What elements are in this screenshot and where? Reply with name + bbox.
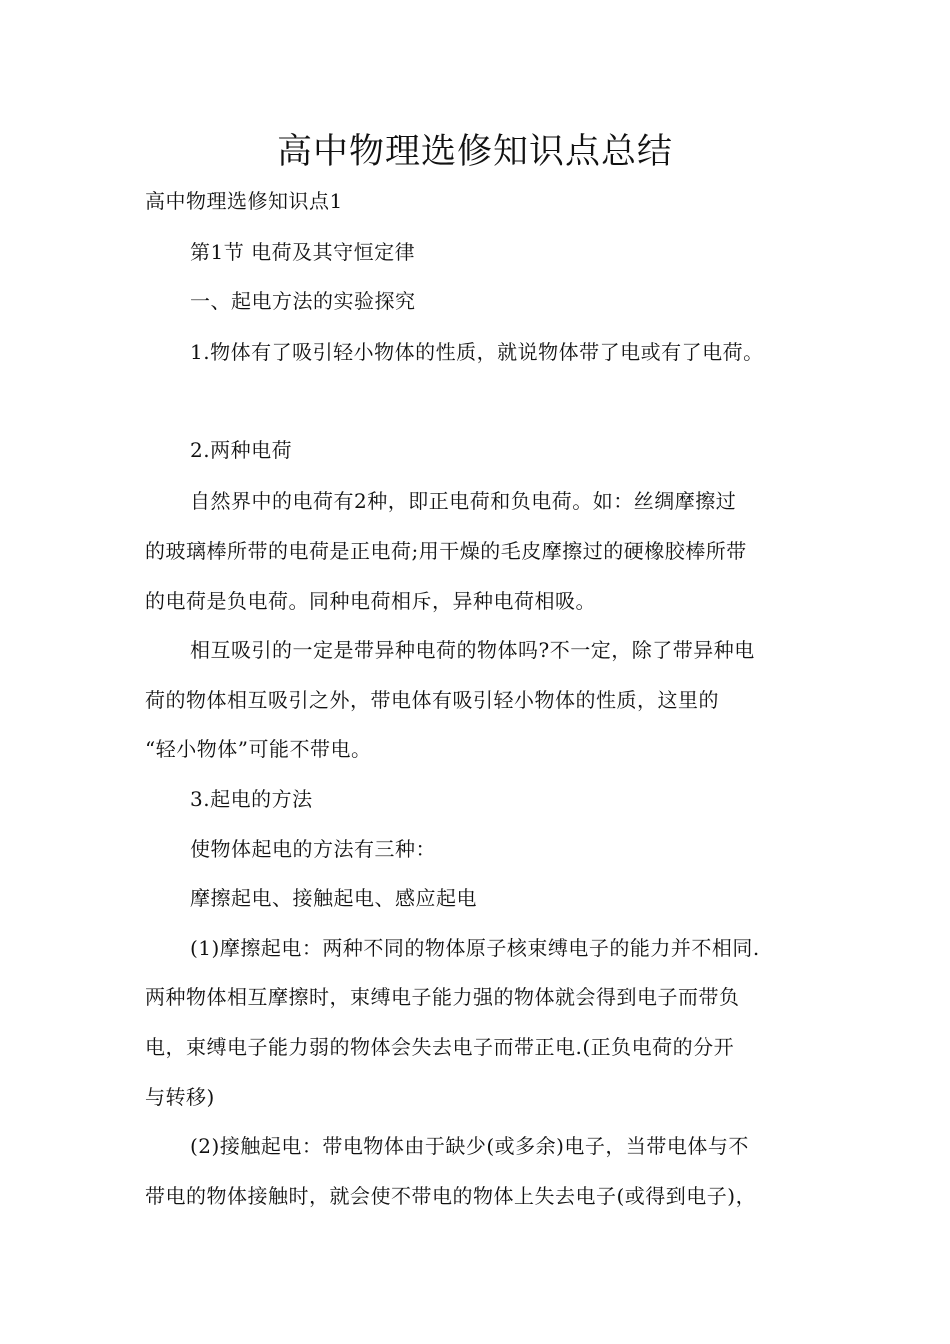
item-heading: 2.两种电荷: [190, 438, 293, 462]
paragraph-line: 带电的物体接触时，就会使不带电的物体上失去电子(或得到电子)，: [145, 1184, 757, 1208]
paragraph-line: “轻小物体”可能不带电。: [145, 737, 372, 761]
paragraph-line: 自然界中的电荷有2种，即正电荷和负电荷。如：丝绸摩擦过: [190, 489, 737, 513]
item-heading: 3.起电的方法: [190, 787, 313, 811]
paragraph-line: 使物体起电的方法有三种：: [190, 837, 436, 861]
paragraph-line: 1.物体有了吸引轻小物体的性质，就说物体带了电或有了电荷。: [190, 340, 764, 364]
paragraph-line: 的玻璃棒所带的电荷是正电荷;用干燥的毛皮摩擦过的硬橡胶棒所带: [145, 539, 747, 563]
paragraph-line: 电，束缚电子能力弱的物体会失去电子而带正电.(正负电荷的分开: [145, 1035, 735, 1059]
document-subtitle: 高中物理选修知识点1: [145, 189, 343, 213]
paragraph-line: 两种物体相互摩擦时，束缚电子能力强的物体就会得到电子而带负: [145, 985, 740, 1009]
document-title: 高中物理选修知识点总结: [276, 132, 673, 172]
paragraph-line: (1)摩擦起电：两种不同的物体原子核束缚电子的能力并不相同.: [190, 936, 760, 960]
paragraph-line: 相互吸引的一定是带异种电荷的物体吗?不一定，除了带异种电: [190, 638, 755, 662]
paragraph-line: 摩擦起电、接触起电、感应起电: [190, 886, 477, 910]
paragraph-line: (2)接触起电：带电物体由于缺少(或多余)电子，当带电体与不: [190, 1134, 749, 1158]
section-heading: 第1节 电荷及其守恒定律: [190, 240, 416, 264]
subsection-heading: 一、起电方法的实验探究: [190, 289, 416, 313]
paragraph-line: 的电荷是负电荷。同种电荷相斥，异种电荷相吸。: [145, 589, 596, 613]
paragraph-line: 与转移): [145, 1085, 215, 1109]
paragraph-line: 荷的物体相互吸引之外，带电体有吸引轻小物体的性质，这里的: [145, 688, 719, 712]
